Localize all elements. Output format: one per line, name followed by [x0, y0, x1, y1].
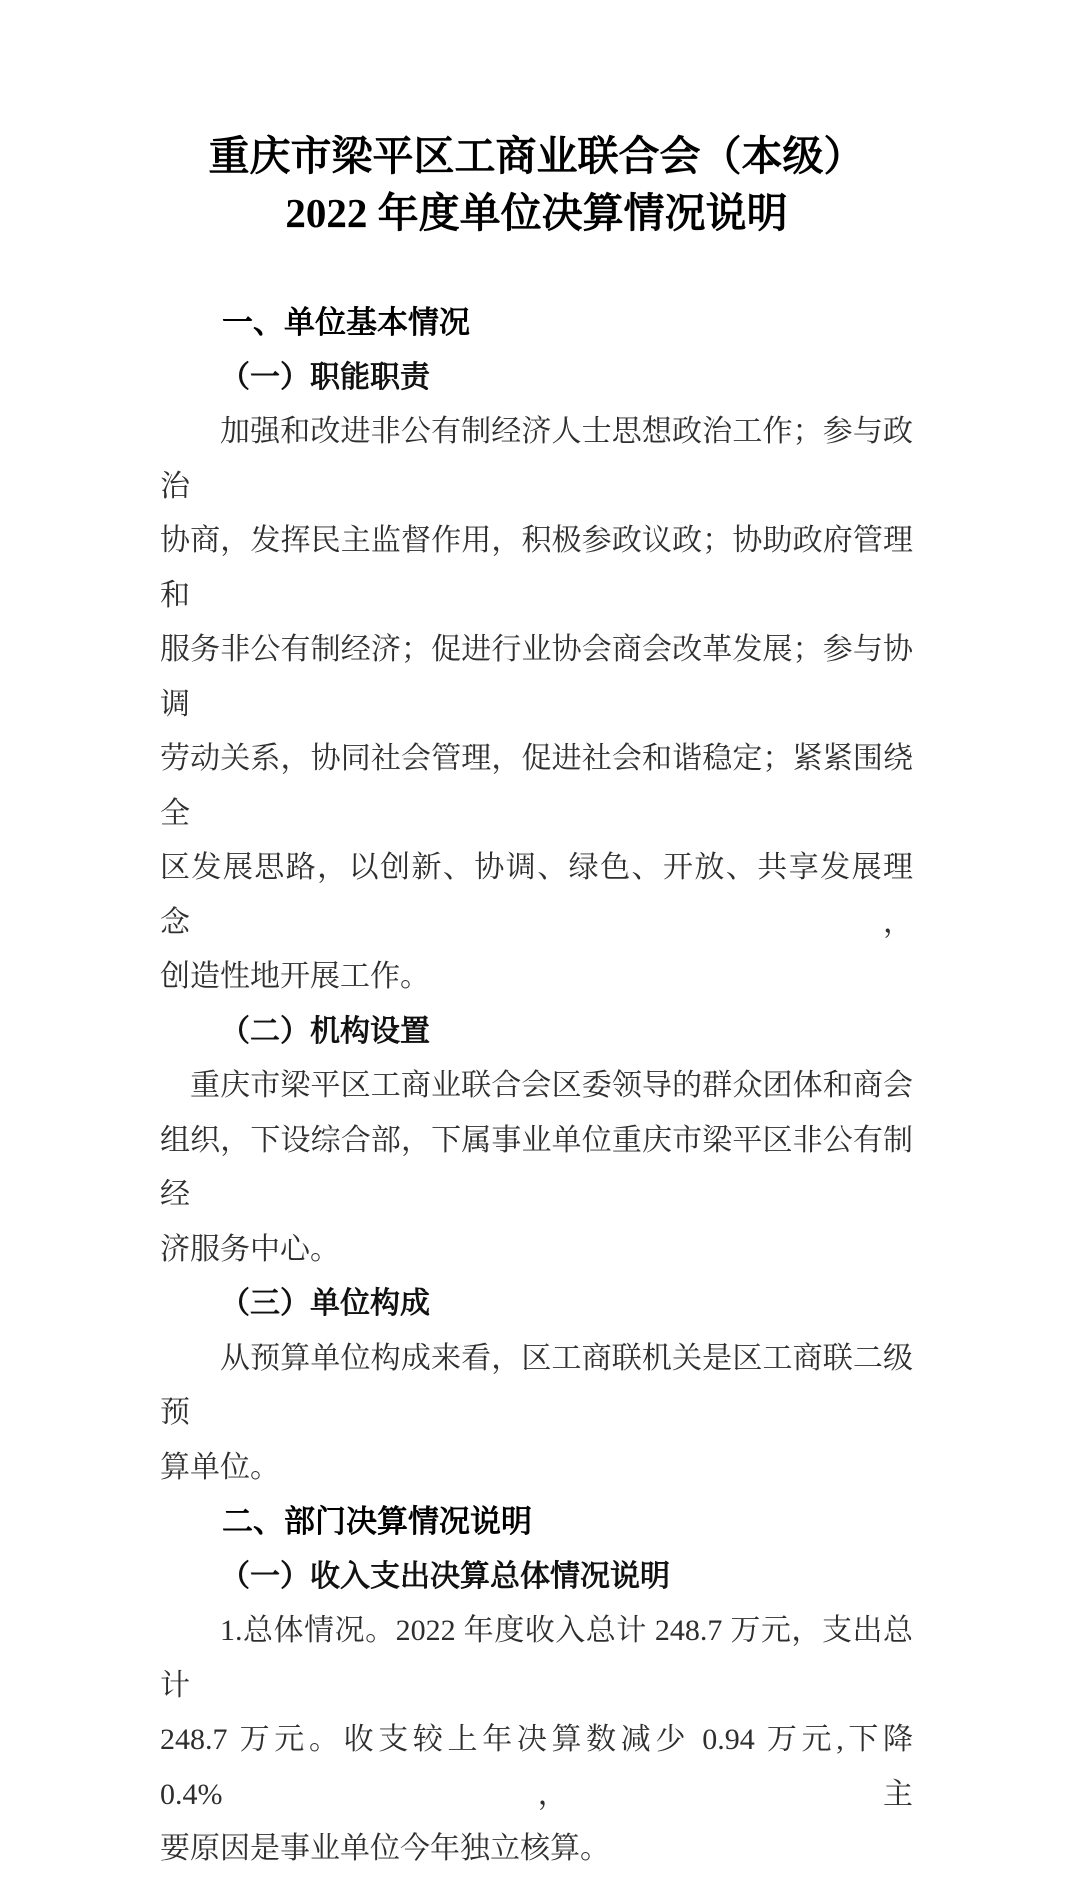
title-line-2: 2022 年度单位决算情况说明 [285, 190, 788, 236]
paragraph-line: 区发展思路，以创新、协调、绿色、开放、共享发展理念， [160, 851, 913, 939]
paragraph-overall-situation [160, 1604, 913, 1877]
subsection-2-1-heading: （一）收入支出决算总体情况说明 [220, 1559, 670, 1593]
paragraph-line: 服务非公有制经济；促进行业协会商会改革发展；参与协调 [160, 633, 913, 721]
document-body [160, 296, 913, 1877]
paragraph-line: 协商，发挥民主监督作用，积极参政议政；协助政府管理和 [160, 524, 913, 612]
paragraph-line: 加强和改进非公有制经济人士思想政治工作；参与政治 [160, 415, 913, 503]
subsection-1-2-heading: （二）机构设置 [220, 1014, 430, 1048]
paragraph-line: 劳动关系，协同社会管理，促进社会和谐稳定；紧紧围绕全 [160, 742, 913, 830]
subsection-1-3-heading: （三）单位构成 [220, 1287, 430, 1320]
paragraph-line: 248.7 万元。收支较上年决算数减少 0.94 万元,下降 0.4%，主 [160, 1723, 913, 1811]
paragraph-line: 算单位。 [160, 1450, 280, 1484]
title-line-1: 重庆市梁平区工商业联合会（本级） [208, 133, 865, 179]
paragraph-line: 重庆市梁平区工商业联合会区委领导的群众团体和商会 [190, 1069, 913, 1102]
paragraph-line: 从预算单位构成来看，区工商联机关是区工商联二级预 [160, 1341, 913, 1429]
paragraph-line: 组织，下设综合部，下属事业单位重庆市梁平区非公有制经 [160, 1123, 913, 1211]
paragraph-organization [160, 1059, 913, 1277]
section-1-heading: 一、单位基本情况 [222, 305, 470, 340]
paragraph-line: 济服务中心。 [160, 1232, 340, 1266]
section-2-heading: 二、部门决算情况说明 [222, 1504, 532, 1539]
document-title [160, 128, 913, 242]
subsection-1-1-heading: （一）职能职责 [220, 360, 430, 394]
document-content [160, 128, 913, 1877]
paragraph-line: 1.总体情况。2022 年度收入总计 248.7 万元，支出总计 [160, 1614, 913, 1702]
paragraph-duties [160, 405, 913, 1005]
paragraph-unit-composition [160, 1332, 913, 1496]
paragraph-line: 要原因是事业单位今年独立核算。 [160, 1832, 610, 1865]
paragraph-line: 创造性地开展工作。 [160, 960, 430, 993]
